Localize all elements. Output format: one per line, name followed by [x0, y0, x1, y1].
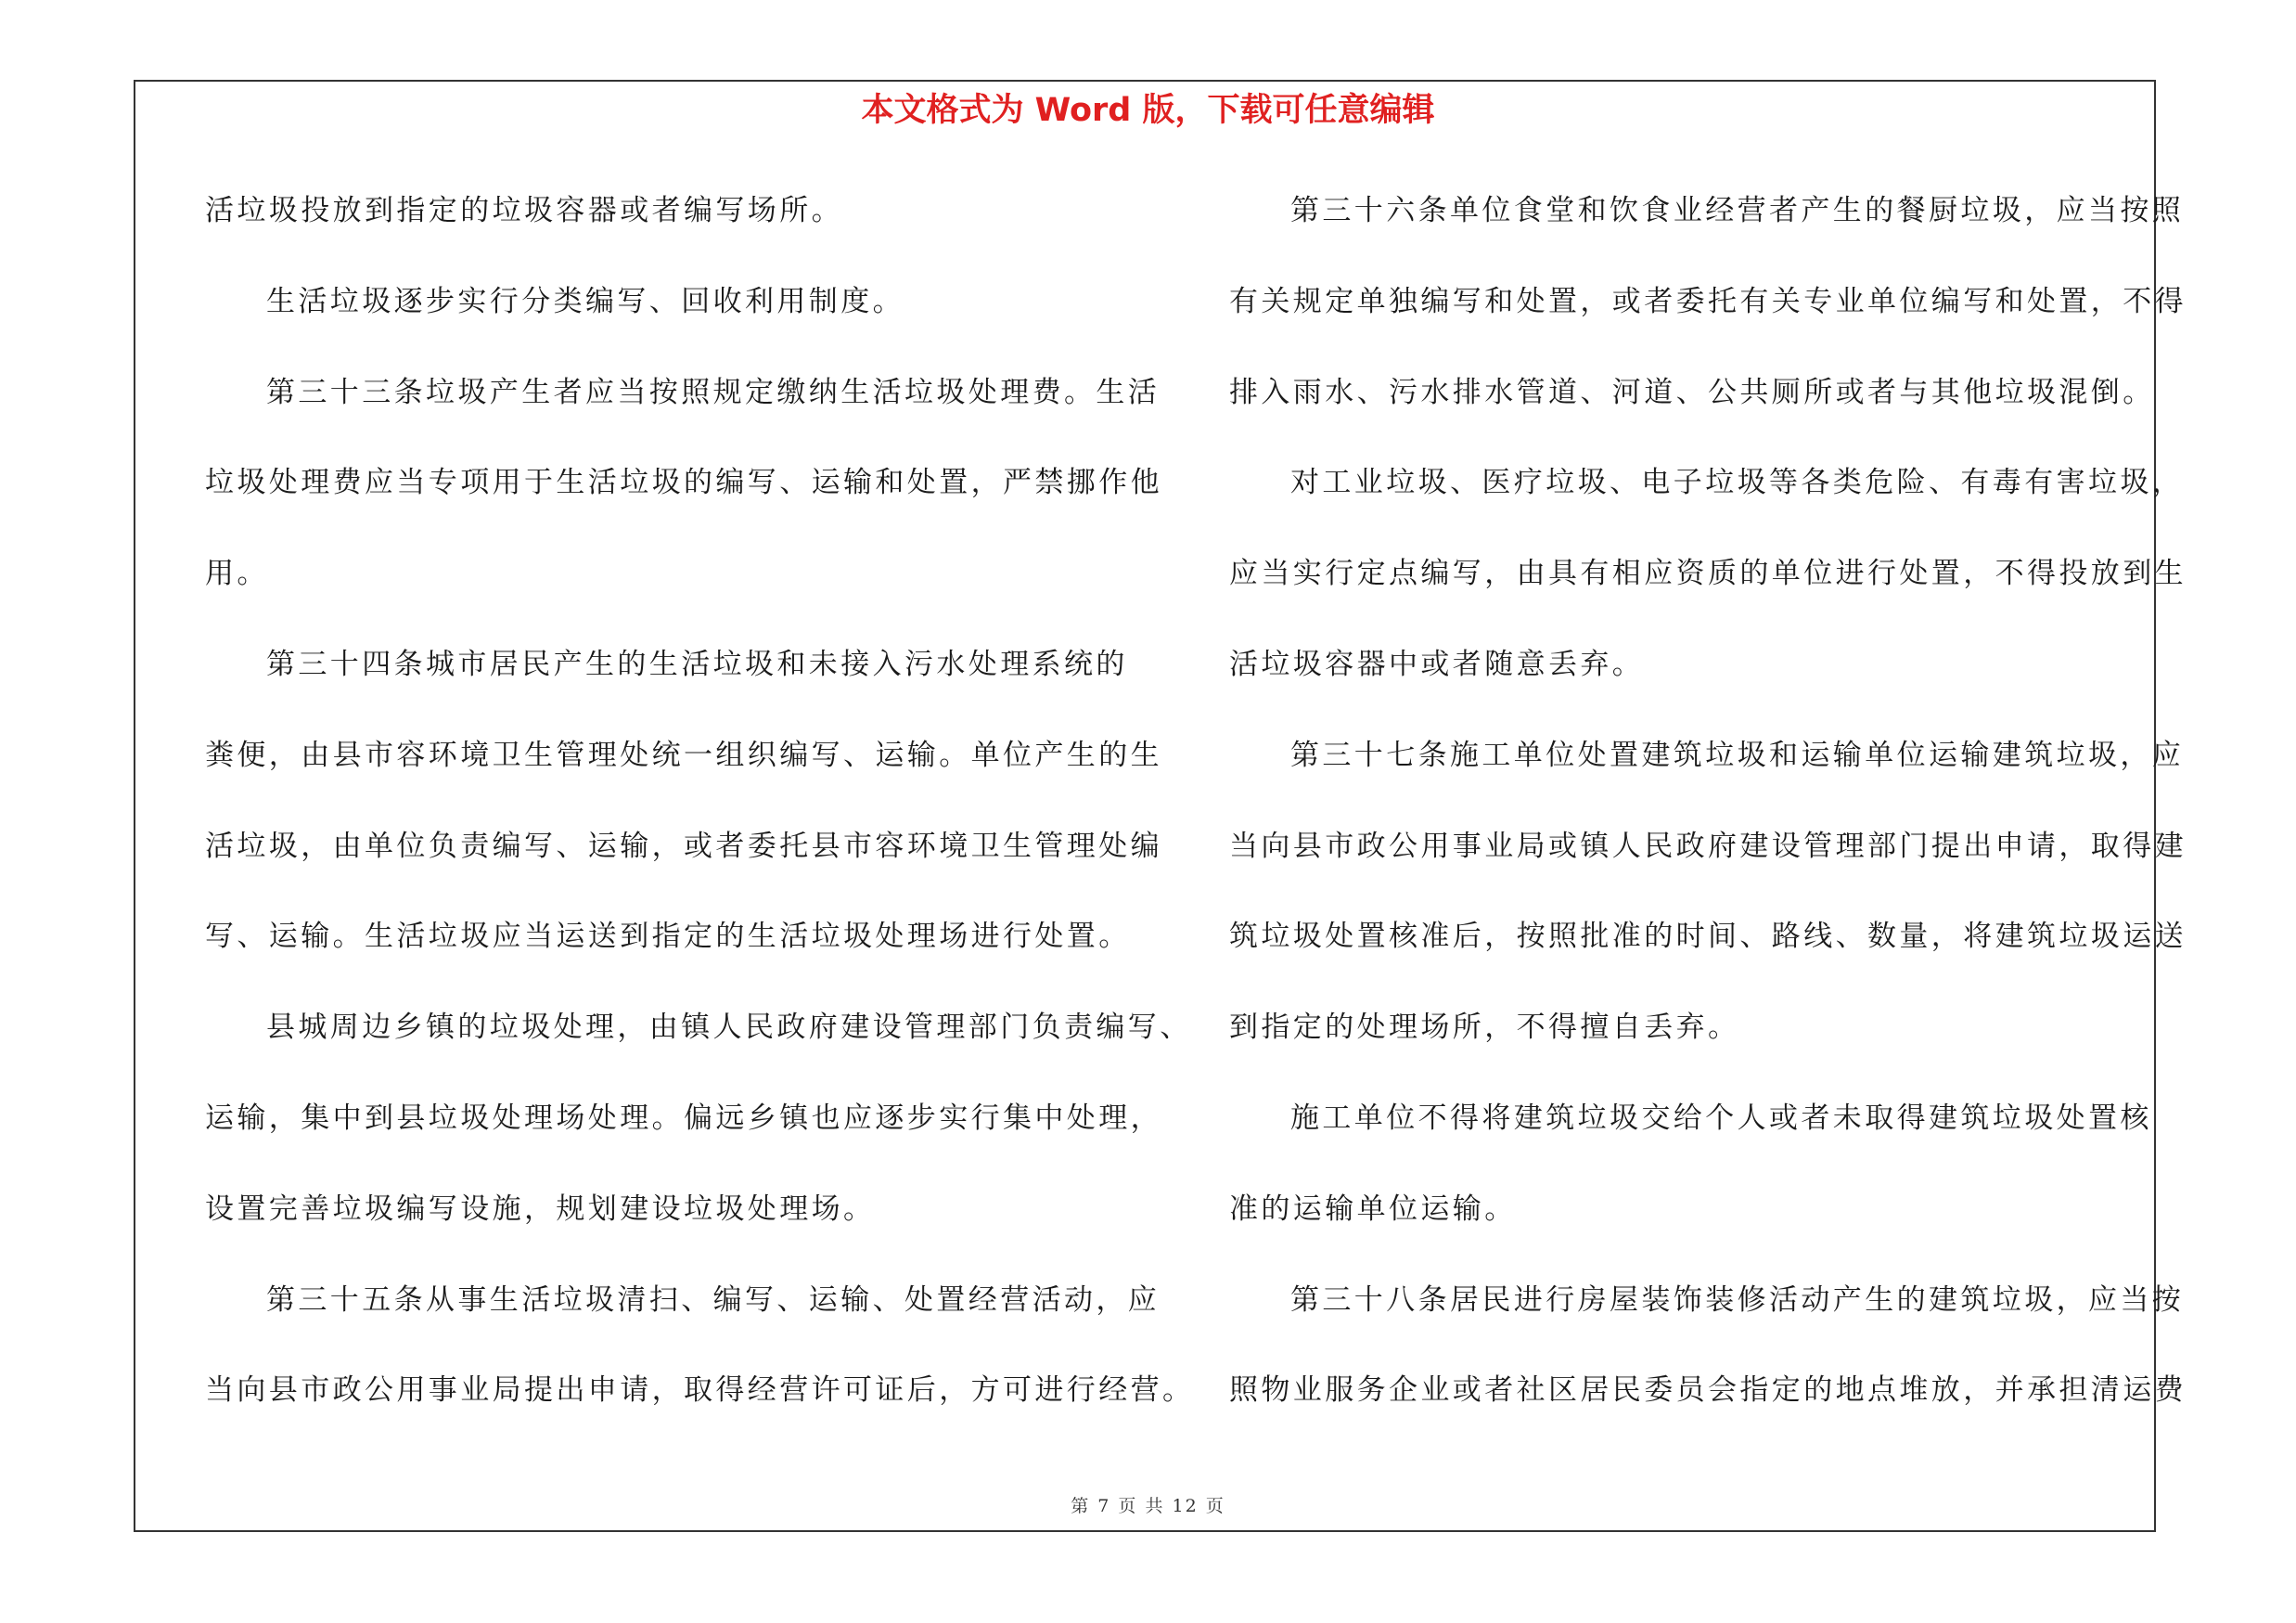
- text-line: 第三十五条从事生活垃圾清扫、编写、运输、处置经营活动，应: [266, 1282, 1161, 1317]
- page-number-footer: 第 7 页 共 12 页: [1071, 1496, 1225, 1516]
- text-line: 粪便，由县市容环境卫生管理处统一组织编写、运输。单位产生的生: [205, 738, 1162, 772]
- text-line: 第三十四条城市居民产生的生活垃圾和未接入污水处理系统的: [266, 647, 1128, 681]
- header-banner: 本文格式为 Word 版，下载可任意编辑: [861, 92, 1435, 129]
- text-line: 排入雨水、污水排水管道、河道、公共厕所或者与其他垃圾混倒。: [1229, 375, 2155, 409]
- text-line: 运输，集中到县垃圾处理场处理。偏远乡镇也应逐步实行集中处理，: [205, 1101, 1162, 1135]
- text-line: 准的运输单位运输。: [1229, 1191, 1517, 1226]
- text-line: 有关规定单独编写和处置，或者委托有关专业单位编写和处置，不得: [1229, 284, 2187, 318]
- text-line: 县城周边乡镇的垃圾处理，由镇人民政府建设管理部门负责编写、: [266, 1011, 1192, 1045]
- text-line: 第三十七条施工单位处置建筑垃圾和运输单位运输建筑垃圾，应: [1290, 738, 2185, 772]
- text-line: 照物业服务企业或者社区居民委员会指定的地点堆放，并承担清运费: [1229, 1373, 2187, 1408]
- text-line: 垃圾处理费应当专项用于生活垃圾的编写、运输和处置，严禁挪作他: [205, 466, 1162, 500]
- text-line: 第三十三条垃圾产生者应当按照规定缴纳生活垃圾处理费。生活: [266, 375, 1161, 409]
- text-line: 写、运输。生活垃圾应当运送到指定的生活垃圾处理场进行处置。: [205, 920, 1131, 954]
- text-line: 应当实行定点编写，由具有相应资质的单位进行处置，不得投放到生: [1229, 557, 2187, 591]
- right-column: [1229, 180, 2187, 1450]
- text-line: 设置完善垃圾编写设施，规划建设垃圾处理场。: [205, 1191, 876, 1226]
- text-line: 活垃圾，由单位负责编写、运输，或者委托县市容环境卫生管理处编: [205, 829, 1162, 863]
- text-line: 施工单位不得将建筑垃圾交给个人或者未取得建筑垃圾处置核: [1290, 1101, 2152, 1135]
- left-column: [205, 180, 1195, 1450]
- text-line: 生活垃圾逐步实行分类编写、回收利用制度。: [266, 284, 904, 318]
- text-line: 活垃圾容器中或者随意丢弃。: [1229, 647, 1645, 681]
- text-line: 对工业垃圾、医疗垃圾、电子垃圾等各类危险、有毒有害垃圾，: [1290, 466, 2185, 500]
- text-line: 当向县市政公用事业局或镇人民政府建设管理部门提出申请，取得建: [1229, 829, 2187, 863]
- text-line: 第三十八条居民进行房屋装饰装修活动产生的建筑垃圾，应当按: [1290, 1282, 2185, 1317]
- text-line: 第三十六条单位食堂和饮食业经营者产生的餐厨垃圾，应当按照: [1290, 194, 2185, 227]
- text-line: 活垃圾投放到指定的垃圾容器或者编写场所。: [205, 194, 843, 227]
- text-line: 到指定的处理场所，不得擅自丢弃。: [1229, 1011, 1740, 1045]
- text-line: 当向县市政公用事业局提出申请，取得经营许可证后，方可进行经营。: [205, 1373, 1195, 1408]
- text-line: 筑垃圾处置核准后，按照批准的时间、路线、数量，将建筑垃圾运送: [1229, 920, 2187, 954]
- text-line: 用。: [205, 557, 269, 591]
